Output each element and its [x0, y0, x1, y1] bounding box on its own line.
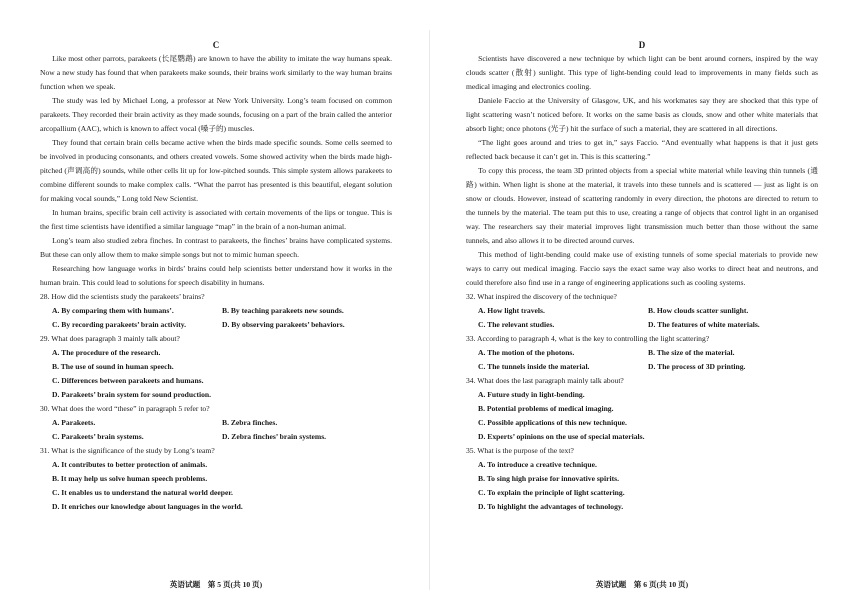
option-a: A. How light travels. — [478, 306, 545, 315]
section-title-d: D — [638, 40, 646, 50]
option-d: D. Parakeets’ brain system for sound production. — [52, 390, 212, 399]
option-d: D. To highlight the advantages of technology. — [478, 502, 624, 511]
column-divider — [429, 30, 430, 590]
option-c: C. Differences between parakeets and humans. — [52, 376, 204, 385]
option-b: B. It may help us solve human speech problems. — [52, 474, 208, 483]
option-a: A. Parakeets. — [52, 418, 96, 427]
option-a: A. The procedure of the research. — [52, 348, 161, 357]
option-b: B. How clouds scatter sunlight. — [648, 306, 749, 315]
option-b: B. The use of sound in human speech. — [52, 362, 174, 371]
option-a: A. The motion of the photons. — [478, 348, 575, 357]
answer-options — [40, 304, 392, 332]
page-footer-right: 英语试题 第 6 页(共 10 页) — [595, 580, 689, 589]
passage-d-paragraph-3: “The light goes around and tries to get in,” says Faccio. “And eventually what happens is that it just gets reflected back because it can’t get in. This is this scattering.” — [466, 138, 818, 161]
option-b: B. To sing high praise for innovative spirits. — [478, 474, 620, 483]
left-column — [40, 40, 392, 514]
right-column — [466, 40, 818, 514]
question-stem: 32. What inspired the discovery of the technique? — [466, 292, 617, 301]
option-c: C. Possible applications of this new technique. — [478, 418, 627, 427]
option-b: B. The size of the material. — [648, 348, 735, 357]
option-a: A. By comparing them with humans’. — [52, 306, 174, 315]
option-c: C. To explain the principle of light scattering. — [478, 488, 625, 497]
passage-c-paragraph-3: They found that certain brain cells became active when the birds made specific sounds. Some cells seemed to be involved in producing consonants, and others created vowels. Some showed activity when the birds made high-pitched (声调高的) sounds, while other cells lit up for low-pitched sounds. This simple system allows parakeets to combine different sounds to make complex calls. “What the parrot has presented is this beautiful, elegant solution for making vocal sounds,” Long told New Scientist. — [40, 138, 392, 203]
question-stem: 28. How did the scientists study the parakeets’ brains? — [40, 292, 205, 301]
passage-c-paragraph-2: The study was led by Michael Long, a professor at New York University. Long’s team focused on common parakeets. They recorded their brain activity as they made sounds, focusing on a part of the brain called the anterior arcopallium (AAC), which is known to affect vocal (嗓子的) muscles. — [40, 96, 392, 133]
option-c: C. The relevant studies. — [478, 320, 555, 329]
section-title-c: C — [212, 40, 220, 50]
option-d: D. It enriches our knowledge about languages in the world. — [52, 502, 243, 511]
option-c: C. The tunnels inside the material. — [478, 362, 590, 371]
question-35 — [466, 444, 818, 514]
passage-c-paragraph-5: Long’s team also studied zebra finches. In contrast to parakeets, the finches’ brains have complicated systems. But these can only allow them to make simple songs but not to mimic human speech. — [40, 236, 392, 259]
question-28 — [40, 290, 392, 332]
option-a: A. It contributes to better protection of animals. — [52, 460, 208, 469]
question-stem: 34. What does the last paragraph mainly talk about? — [466, 376, 624, 385]
passage-c-paragraph-6: Researching how language works in birds’ brains could help scientists better understand how it works in the human brain. This could lead to solutions for speech disability in humans. — [40, 264, 392, 287]
option-d: D. By observing parakeets’ behaviors. — [222, 320, 345, 329]
option-d: D. Experts’ opinions on the use of special materials. — [478, 432, 645, 441]
option-c: C. By recording parakeets’ brain activity. — [52, 320, 187, 329]
question-30 — [40, 402, 392, 444]
option-a: A. Future study in light-bending. — [478, 390, 585, 399]
passage-c-paragraph-4: In human brains, specific brain cell activity is associated with certain movements of the lips or tongue. This is the first time scientists have identified a similar language “map” in the brain of a non-human animal. — [40, 208, 392, 231]
option-b: B. Potential problems of medical imaging. — [478, 404, 614, 413]
question-33 — [466, 332, 818, 374]
option-c: C. It enables us to understand the natural world deeper. — [52, 488, 233, 497]
page-footer-left: 英语试题 第 5 页(共 10 页) — [169, 580, 263, 589]
answer-options — [466, 458, 818, 514]
answer-options — [466, 304, 818, 332]
answer-options — [466, 346, 818, 374]
passage-c-paragraph-1: Like most other parrots, parakeets (长尾鹦鹉) are known to have the ability to imitate the way humans speak. Now a new study has found that when parakeets make sounds, their brains work similarly to the way human brains function when we speak. — [40, 54, 392, 91]
question-stem: 30. What does the word “these” in paragraph 5 refer to? — [40, 404, 210, 413]
question-stem: 35. What is the purpose of the text? — [466, 446, 574, 455]
option-d: D. The process of 3D printing. — [648, 362, 746, 371]
question-32 — [466, 290, 818, 332]
answer-options — [40, 416, 392, 444]
option-a: A. To introduce a creative technique. — [478, 460, 597, 469]
option-b: B. By teaching parakeets new sounds. — [222, 306, 344, 315]
answer-options — [40, 458, 392, 514]
option-b: B. Zebra finches. — [222, 418, 278, 427]
question-34 — [466, 374, 818, 444]
passage-d-paragraph-5: This method of light-bending could make use of existing tunnels of some special materials to provide new ways to carry out medical imaging. Faccio says the exact same way also works to direct heat and neutrons, and could therefore also find use in a range of engineering applications such as cooling systems. — [466, 250, 818, 287]
option-d: D. The features of white materials. — [648, 320, 760, 329]
question-31 — [40, 444, 392, 514]
option-c: C. Parakeets’ brain systems. — [52, 432, 144, 441]
question-stem: 31. What is the significance of the study by Long’s team? — [40, 446, 215, 455]
option-d: D. Zebra finches’ brain systems. — [222, 432, 327, 441]
answer-options — [40, 346, 392, 402]
passage-d-paragraph-1: Scientists have discovered a new technique by which light can be bent around corners, inspired by the way clouds scatter (散射) sunlight. This type of light-bending could lead to improvements in many fields such as medical imaging and electronics cooling. — [466, 54, 818, 91]
question-stem: 29. What does paragraph 3 mainly talk about? — [40, 334, 180, 343]
passage-d-paragraph-4: To copy this process, the team 3D printed objects from a special white material while leaving thin tunnels (通路) within. When light is shone at the material, it travels into these tunnels and is scattered — just as light is on snow or clouds. However, instead of scattering randomly in every direction, the photons are directed to return to the tunnels by the material. The team put this to use, creating a range of objects that control light in an organised way. The researchers say their material improves light transmission much better than those without the same tunnels, and also allows it to be directed around curves. — [466, 166, 818, 245]
answer-options — [466, 388, 818, 444]
question-stem: 33. According to paragraph 4, what is the key to controlling the light scattering? — [466, 334, 710, 343]
passage-d-paragraph-2: Daniele Faccio at the University of Glasgow, UK, and his workmates say they are shocked that this type of light scattering wasn’t noticed before. It works on the same basis as clouds, snow and other white materials that absorb light; once photons (光子) hit the surface of such a material, they are scattered in all directions. — [466, 96, 818, 133]
question-29 — [40, 332, 392, 402]
